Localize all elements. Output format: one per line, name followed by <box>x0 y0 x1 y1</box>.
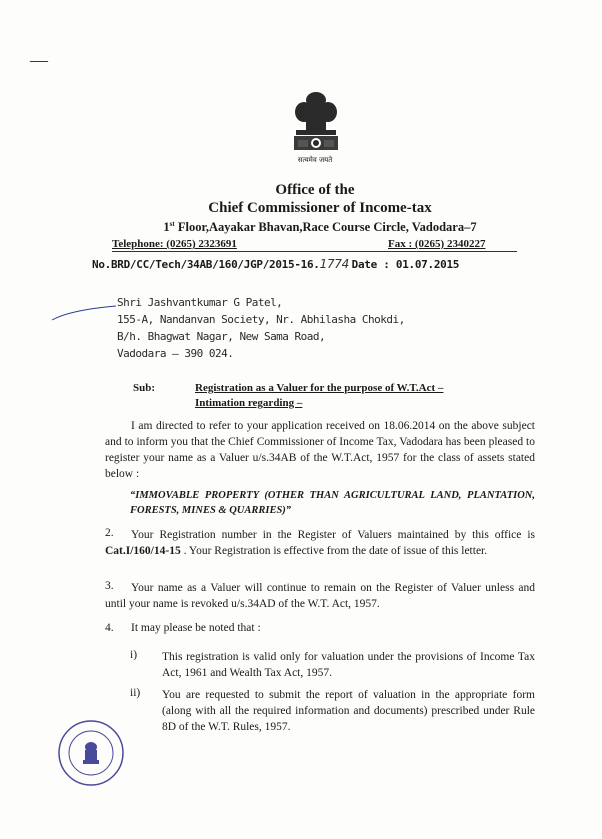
addressee-line: B/h. Bhagwat Nagar, New Sama Road, <box>117 330 326 343</box>
paragraph-3: Your name as a Valuer will continue to remain on the Register of Valuer unless and until your name is revoked u/s.34AD of the W.T. Act, 1957. <box>105 582 535 610</box>
office-address <box>0 220 602 235</box>
addressee-line: Vadodara – 390 024. <box>117 347 234 360</box>
registration-number: Cat.I/160/14-15 <box>105 545 181 557</box>
office-seal-stamp-icon <box>56 718 126 788</box>
p2-text: Your Registration number in the Register of Valuers maintained by this office is <box>131 529 535 541</box>
address-text: Floor,Aayakar Bhavan,Race Course Circle, Vadodara–7 <box>174 220 477 235</box>
subject-line: Intimation regarding – <box>195 397 303 409</box>
subject-label: Sub: <box>133 382 156 394</box>
fax: Fax : (0265) 2340227 <box>388 238 486 250</box>
paragraph-number: 4. <box>105 622 114 634</box>
reference-number: No.BRD/CC/Tech/34AB/160/JGP/2015-16. <box>92 258 320 271</box>
telephone: Telephone: (0265) 2323691 <box>112 238 237 250</box>
office-name: Chief Commissioner of Income-tax <box>208 200 432 216</box>
letter-date: Date : 01.07.2015 <box>351 258 460 271</box>
item-1: This registration is valid only for valuation under the provisions of Income Tax Act, 1961 and Wealth Tax Act, 1957. <box>162 651 535 679</box>
item-2: You are requested to submit the report of valuation in the appropriate form (along with all the required information and documents) prescribed under Rule 8D of the W.T. Rules, 1957. <box>162 689 535 733</box>
header-rule <box>112 251 517 252</box>
item-number: i) <box>130 649 138 661</box>
paragraph-4: It may please be noted that : <box>131 622 261 634</box>
subject-line: Registration as a Valuer for the purpose of W.T.Act – <box>195 382 444 394</box>
reference-line <box>92 257 459 271</box>
margin-mark: — <box>30 50 48 70</box>
emblem-motto: सत्यमेव जयते <box>297 156 333 164</box>
asset-class-quote: “IMMOVABLE PROPERTY (OTHER THAN AGRICULTURAL LAND, PLANTATION, FORESTS, MINES & QUARRIES)” <box>130 490 535 516</box>
item-number: ii) <box>130 687 141 699</box>
pen-tick-mark <box>50 302 120 324</box>
floor-number: 1 <box>163 220 170 235</box>
paragraph-2 <box>105 527 535 559</box>
p2-text-end: . Your Registration is effective from the date of issue of this letter. <box>180 545 488 557</box>
office-title: Office of the <box>275 182 355 198</box>
paragraph-number: 2. <box>105 527 114 539</box>
national-emblem-icon <box>282 86 350 166</box>
handwritten-number: 1774 <box>319 257 349 271</box>
floor-ordinal: st <box>169 220 175 228</box>
addressee-name: Shri Jashvantkumar G Patel, <box>117 296 283 309</box>
paragraph-number: 3. <box>105 580 114 592</box>
paragraph-1: I am directed to refer to your application received on 18.06.2014 on the above subject and to inform you that the Chief Commissioner of Income Tax, Vadodara has been pleased to register your name as a Valuer u/s.34AB of the W.T.Act, 1957 for the class of assets stated below : <box>105 420 535 480</box>
addressee-line: 155-A, Nandanvan Society, Nr. Abhilasha Chokdi, <box>117 313 405 326</box>
